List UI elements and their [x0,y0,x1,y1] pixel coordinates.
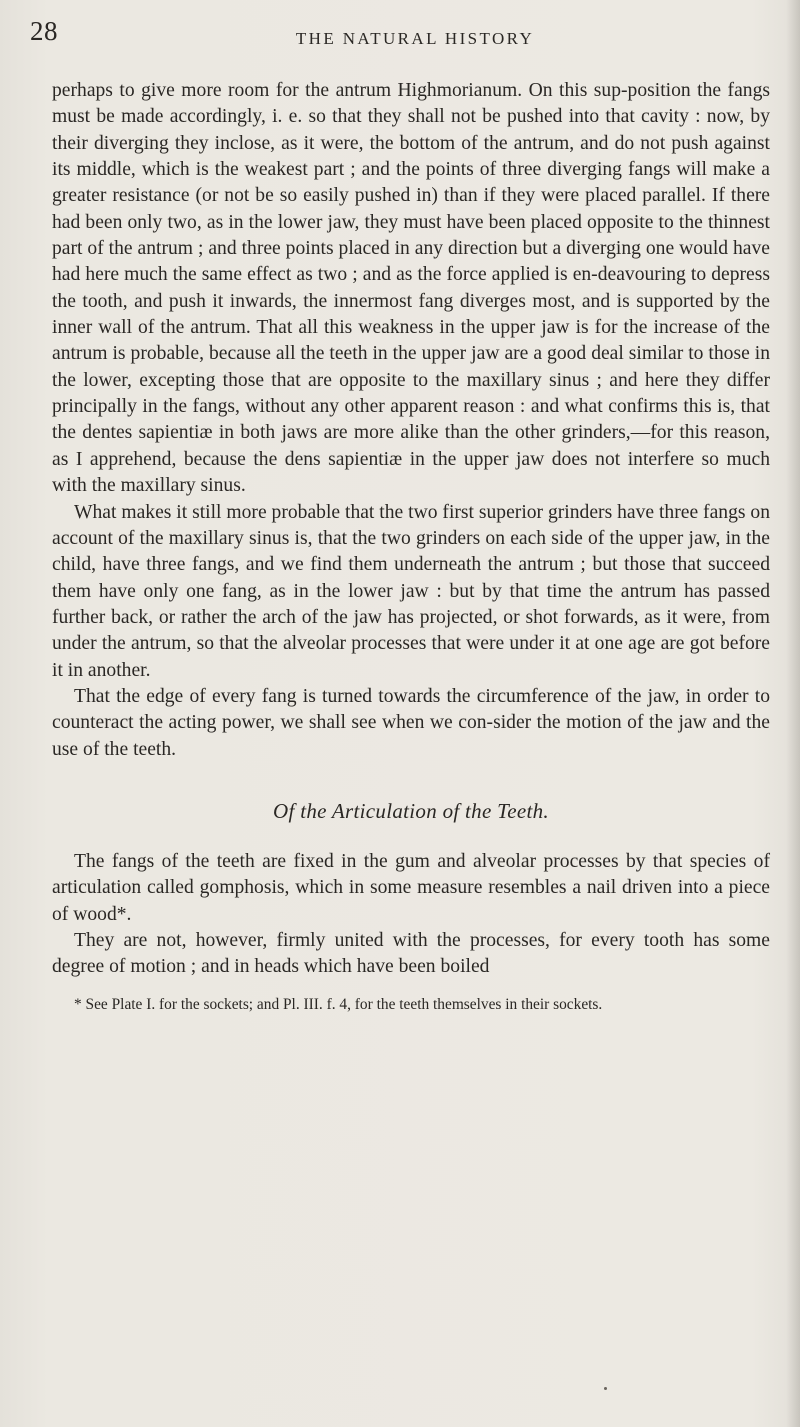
paragraph: The fangs of the teeth are fixed in the gum and alveolar processes by that species of articulation called gomphosis, which in some measure resembles a nail driven into a piece of wood*. [52,850,770,925]
body-text [52,78,770,1017]
section-heading: Of the Articulation of the Teeth. [273,798,549,823]
page-number: 28 [30,16,58,46]
ink-speck [604,1387,607,1390]
footnote: * See Plate I. for the sockets; and Pl. III. f. 4, for the teeth themselves in their sockets. [74,995,603,1013]
page-edge-shadow [786,0,800,1427]
paragraph: They are not, however, firmly united with the processes, for every tooth has some degree of motion ; and in heads which have been boiled [52,929,770,978]
paragraph: What makes it still more probable that the two first superior grinders have three fangs on account of the maxillary sinus is, that the two grinders on each side of the upper jaw, in the child, have three fangs, and we find them underneath the antrum ; but those that succeed them have only one fang, as in the lower jaw : but by that time the antrum has passed further back, or rather the arch of the jaw has projected, or shot forwards, as it were, from under the antrum, so that the alveolar processes that were under it at one age are got before it in another. [52,501,770,681]
paragraph: perhaps to give more room for the antrum Highmorianum. On this sup-position the fangs must be made accordingly, i. e. so that they shall not be pushed into that cavity : now, by their diverging they inclose, as it were, the bottom of the antrum, and do not push against its middle, which is the weakest part ; and the points of three diverging fangs will make a greater resistance (or not be so easily pushed in) than if they were placed parallel. If there had been only two, as in the lower jaw, they must have been placed opposite to the thinnest part of the antrum ; and three points placed in any direction but a diverging one would have had here much the same effect as two ; and as the force applied is en-deavouring to depress the tooth, and push it inwards, the innermost fang diverges most, and is supported by the inner wall of the antrum. That all this weakness in the upper jaw is for the increase of the antrum is probable, because all the teeth in the upper jaw are a good deal similar to those in the lower, excepting those that are opposite to the maxillary sinus ; and here they differ principally in the fangs, without any other apparent reason : and what confirms this is, that the dentes sapientiæ in both jaws are more alike than the other grinders,—for this reason, as I apprehend, because the dens sapientiæ in the upper jaw does not interfere so much with the maxillary sinus. [52,80,770,497]
paragraph: That the edge of every fang is turned towards the circumference of the jaw, in order to counteract the acting power, we shall see when we con-sider the motion of the jaw and the use of the teeth. [52,685,770,760]
running-head: THE NATURAL HISTORY [295,29,535,48]
page-header [30,16,770,56]
